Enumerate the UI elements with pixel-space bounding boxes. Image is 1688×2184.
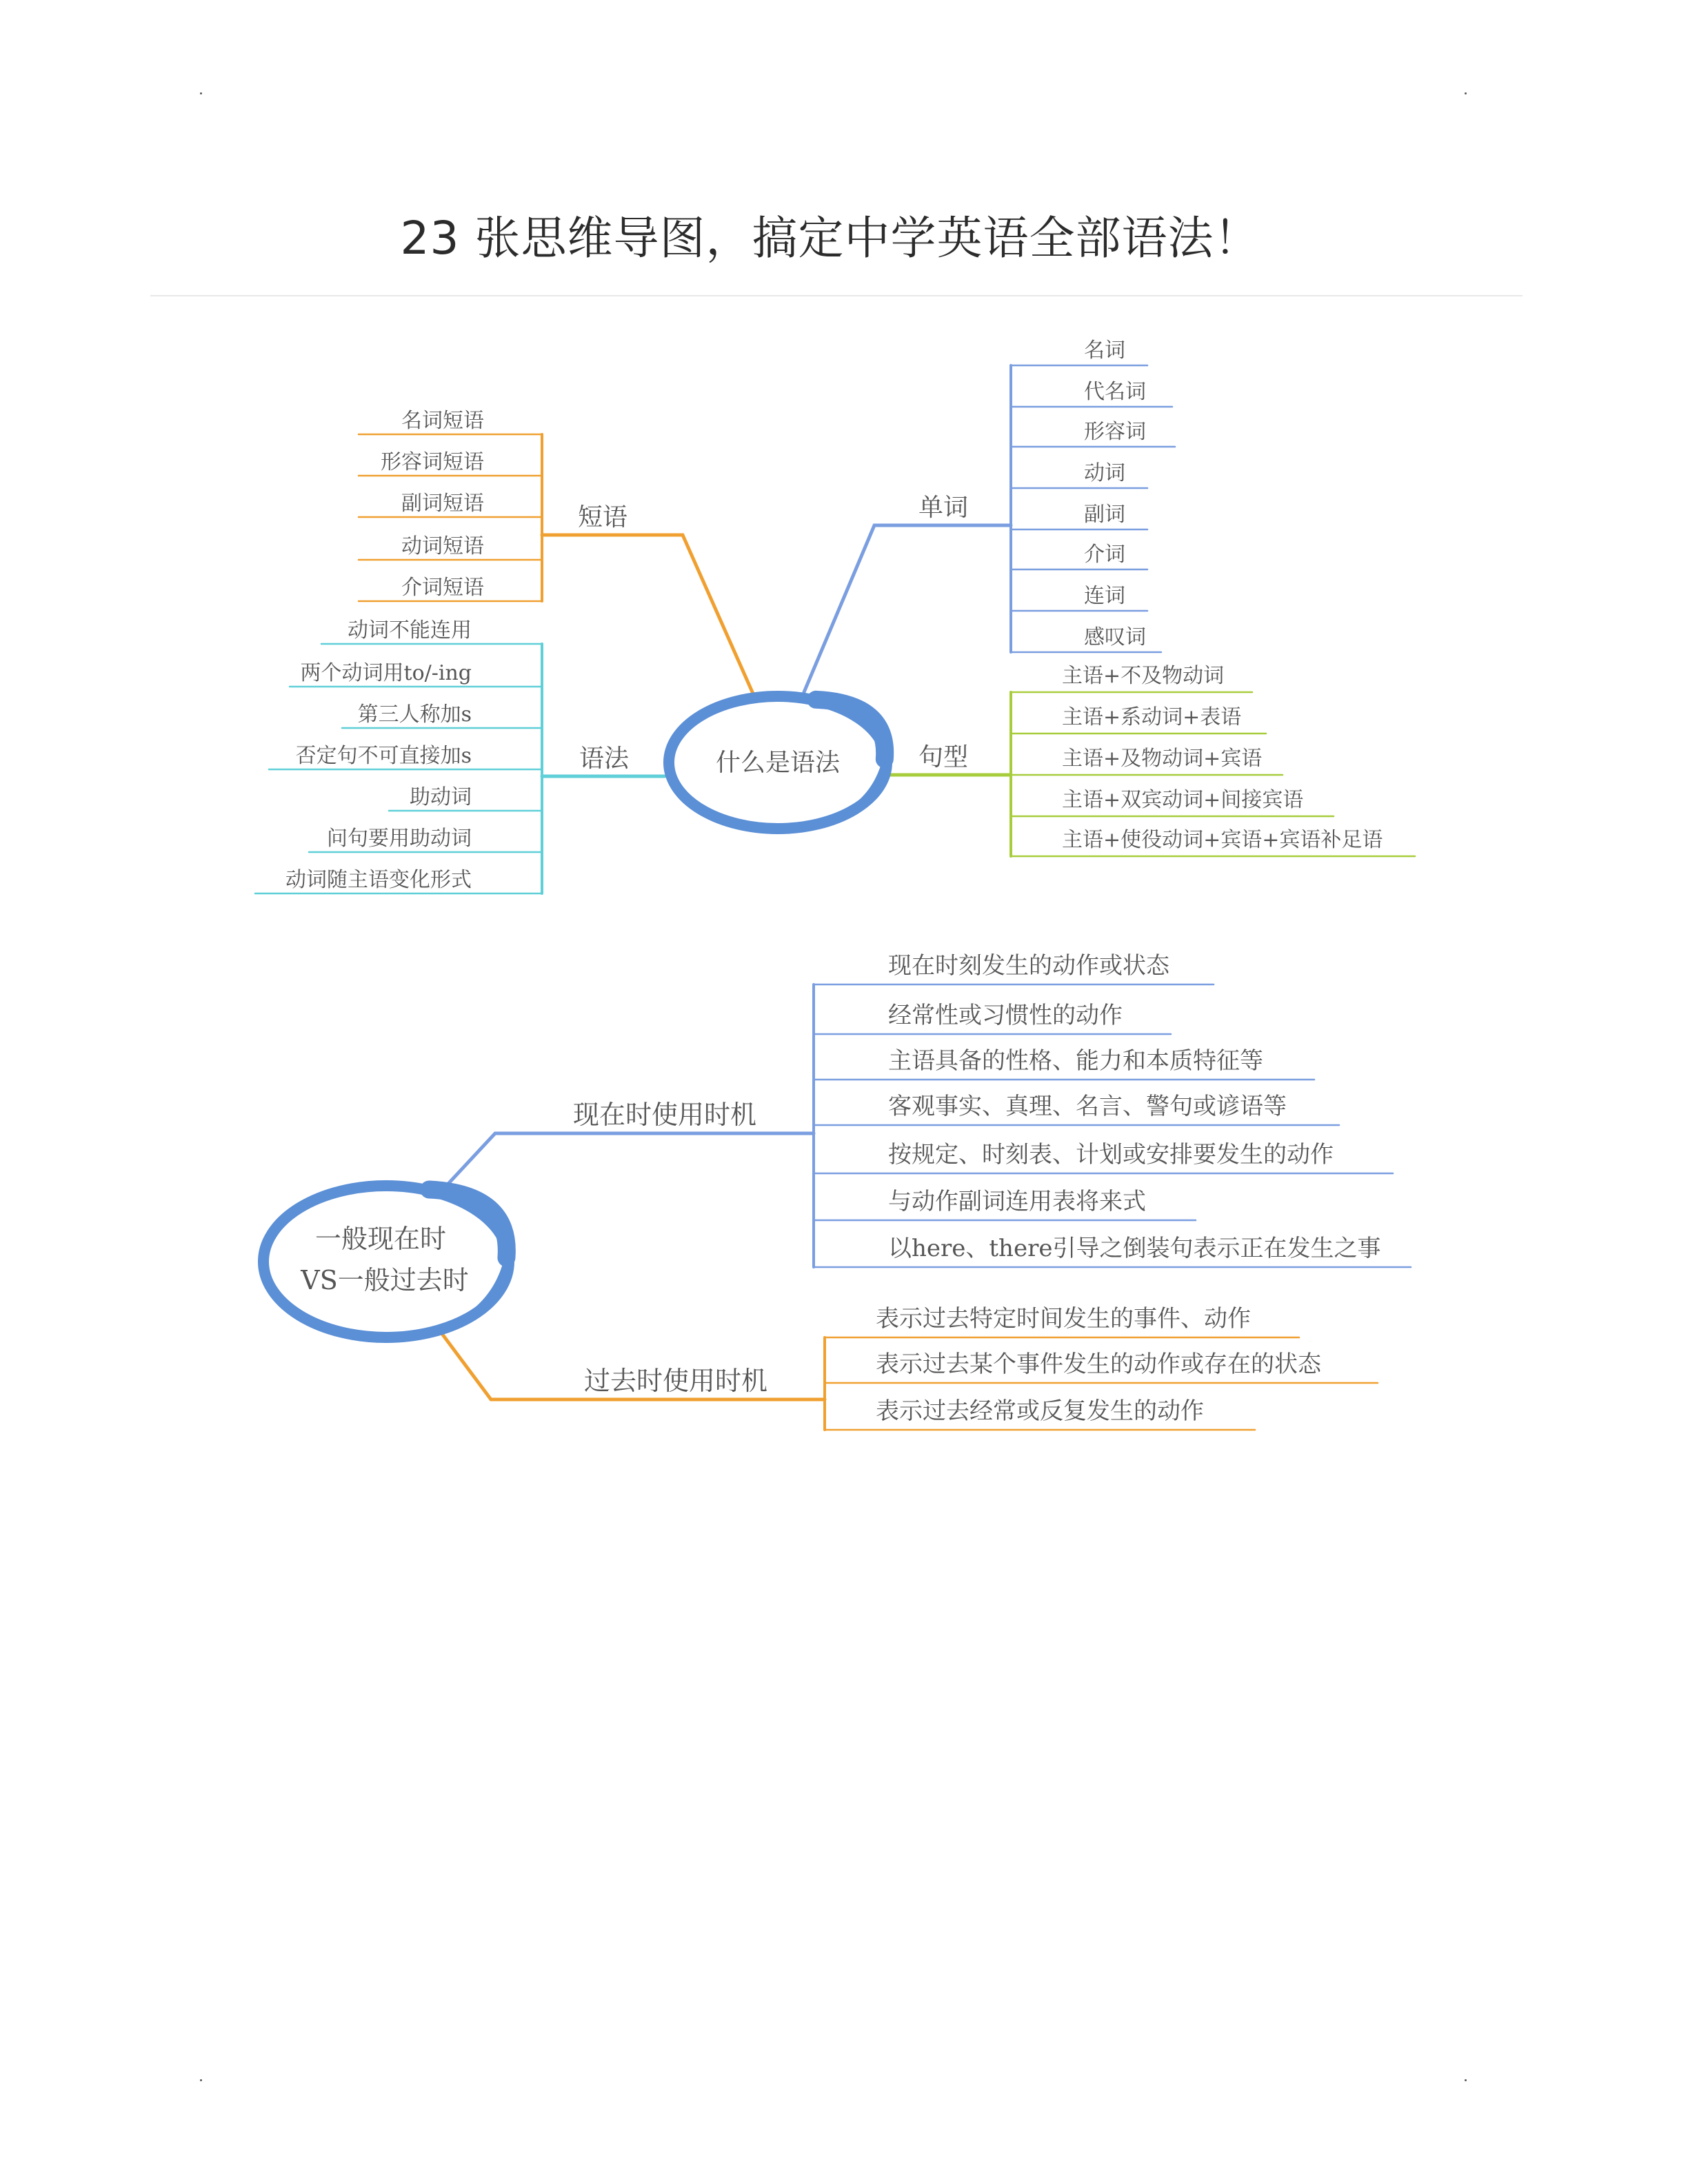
leaf-label: 主语+及物动词+宾语 [1062, 747, 1263, 771]
hub-label-line2: VS一般过去时 [301, 1265, 469, 1295]
leaf-label: 介词短语 [401, 576, 484, 600]
branch-label: 过去时使用时机 [583, 1366, 768, 1396]
branch-label: 短语 [577, 503, 628, 532]
leaf-label: 两个动词用to/-ing [300, 661, 472, 685]
leaf-label: 主语+不及物动词 [1062, 664, 1225, 688]
branch-label: 语法 [579, 745, 630, 773]
leaf-label: 代名词 [1084, 380, 1146, 404]
leaf-label: 主语+系动词+表语 [1062, 705, 1242, 729]
leaf-label: 形容词 [1084, 420, 1146, 444]
leaf-label: 连词 [1084, 584, 1125, 608]
hub-label: 什么是语法 [715, 749, 841, 777]
branch-connector [804, 525, 1011, 692]
leaf-label: 动词短语 [401, 534, 484, 558]
leaf-label: 现在时刻发生的动作或状态 [888, 952, 1169, 980]
branch-label: 句型 [918, 743, 969, 771]
leaf-label: 按规定、时刻表、计划或安排要发生的动作 [888, 1141, 1334, 1169]
branch-label: 单词 [918, 494, 969, 522]
leaf-label: 介词 [1084, 543, 1125, 567]
leaf-label: 表示过去经常或反复发生的动作 [876, 1397, 1204, 1425]
leaf-label: 与动作副词连用表将来式 [888, 1188, 1146, 1215]
branch-connector [440, 1133, 814, 1193]
leaf-label: 问句要用助动词 [327, 827, 472, 851]
branch-label: 现在时使用时机 [572, 1100, 757, 1130]
leaf-label: 表示过去某个事件发生的动作或存在的状态 [876, 1351, 1321, 1378]
leaf-label: 形容词短语 [381, 450, 484, 474]
leaf-label: 否定句不可直接加s [295, 744, 472, 768]
leaf-label: 主语具备的性格、能力和本质特征等 [888, 1047, 1263, 1075]
leaf-label: 客观事实、真理、名言、警句或谚语等 [888, 1093, 1287, 1120]
leaf-label: 名词 [1084, 338, 1125, 363]
hub-label-line1: 一般现在时 [314, 1224, 447, 1254]
leaf-label: 感叹词 [1084, 625, 1146, 649]
leaf-label: 主语+双宾动词+间接宾语 [1062, 788, 1304, 812]
leaf-label: 副词 [1084, 503, 1125, 527]
leaf-label: 主语+使役动词+宾语+宾语补足语 [1062, 828, 1383, 852]
leaf-label: 第三人称加s [357, 702, 472, 727]
leaf-label: 动词不能连用 [348, 618, 472, 643]
leaf-label: 名词短语 [401, 409, 484, 433]
leaf-label: 副词短语 [401, 492, 484, 516]
leaf-label: 表示过去特定时间发生的事件、动作 [876, 1305, 1251, 1333]
leaf-label: 以here、there引导之倒装句表示正在发生之事 [888, 1235, 1381, 1262]
leaf-label: 动词随主语变化形式 [285, 868, 472, 892]
leaf-label: 动词 [1084, 461, 1125, 485]
leaf-label: 助动词 [410, 785, 472, 809]
leaf-label: 经常性或习惯性的动作 [888, 1002, 1123, 1029]
branch-connector [542, 535, 753, 694]
page-title: 23 张思维导图，搞定中学英语全部语法！ [400, 212, 1260, 265]
